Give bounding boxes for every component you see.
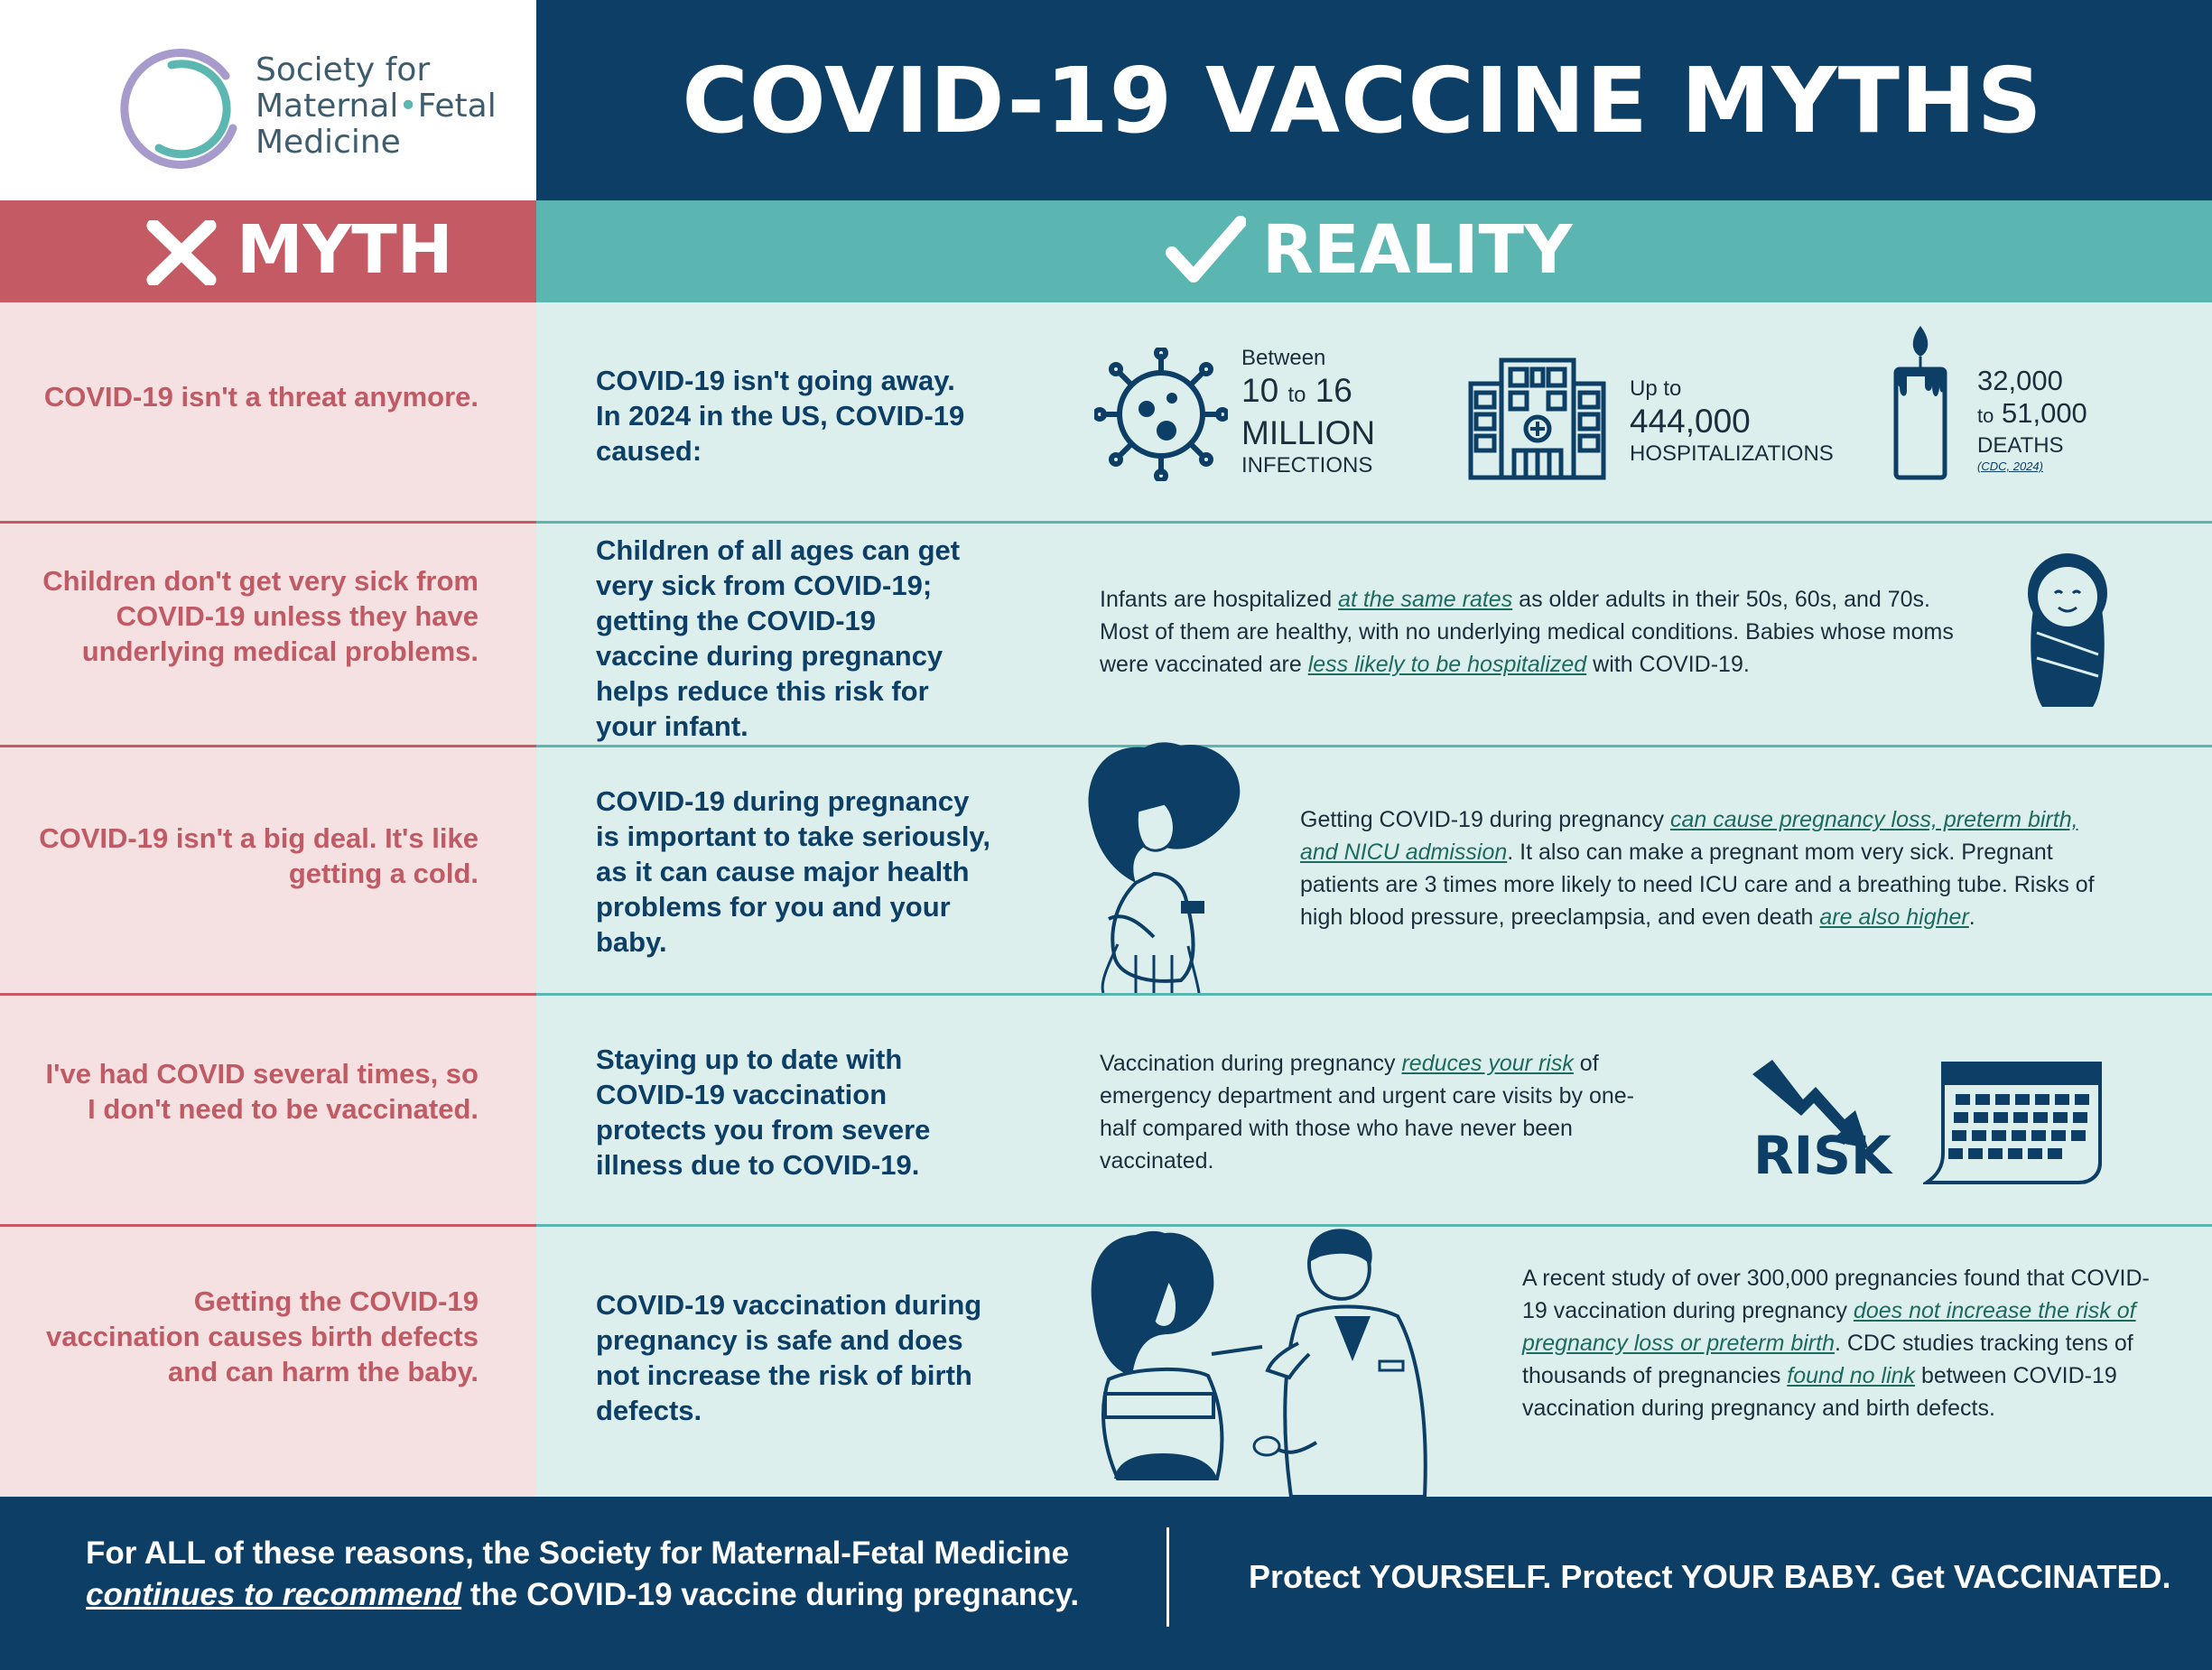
reality-4-detail-text-1: Vaccination during pregnancy <box>1100 1051 1402 1076</box>
footer-line-1: For ALL of these reasons, the Society for Maternal-Fetal Medicine <box>86 1535 1070 1571</box>
organization-line-2 <box>256 88 497 125</box>
row-divider-1-reality <box>536 521 2212 524</box>
stat-infections-label: INFECTIONS <box>1241 453 1373 478</box>
reality-1: COVID-19 isn't going away. In 2024 in the US, COVID-19 caused: <box>596 365 965 467</box>
page-title: COVID-19 VACCINE MYTHS <box>682 47 2043 153</box>
same-rates-link[interactable]: at the same rates <box>1338 587 1513 612</box>
stat-infections-unit: MILLION <box>1241 414 1376 451</box>
reality-2-detail-text-1: Infants are hospitalized <box>1100 587 1339 612</box>
risk-label: RISK <box>1753 1125 1891 1186</box>
reality-5-detail <box>1522 1262 2154 1424</box>
stat-deaths-label: DEATHS <box>1977 433 2064 458</box>
stat-deaths <box>1977 365 2176 473</box>
check-mark-icon <box>1165 215 1246 287</box>
myth-5: Getting the COVID-19 vaccination causes birth defects and can harm the baby. <box>46 1285 479 1387</box>
stat-deaths-source[interactable]: (CDC, 2024) <box>1977 459 2043 473</box>
reality-5-detail-text-1: A recent study of over 300,000 pregnancies found that COVID-19 vaccination during pregnancy <box>1522 1266 2150 1323</box>
organization-dot: • <box>398 88 418 125</box>
footer-line-2-text: the COVID-19 vaccine during pregnancy. <box>461 1577 1080 1612</box>
organization-logo-icon <box>117 40 253 175</box>
row-divider-2-myth <box>0 745 536 747</box>
row-divider-1-myth <box>0 521 536 524</box>
virus-icon <box>1094 348 1228 481</box>
stat-hospitalizations <box>1630 376 1846 468</box>
continues-to-recommend-link[interactable]: continues to recommend <box>86 1577 462 1612</box>
organization-line-1: Society for <box>256 51 431 88</box>
reality-3-detail-text-2: . It also can make a pregnant mom very sick. Pregnant patients are 3 times more likely to need ICU care and a breathing tube. Risks of high blood pressure, preeclampsia, and even death <box>1300 840 2095 930</box>
organization-maternal: Maternal <box>256 88 399 125</box>
row-divider-3-myth <box>0 993 536 996</box>
reality-2-detail-text-3: with COVID-19. <box>1586 652 1750 677</box>
myth-header-label: MYTH <box>237 211 453 289</box>
reduces-risk-link[interactable]: reduces your risk <box>1401 1051 1574 1076</box>
myth-2: Children don't get very sick from COVID-19 unless they have underlying medical problems. <box>42 565 479 667</box>
vaccination-illustration <box>1082 1217 1461 1497</box>
reality-header-label: REALITY <box>1262 211 1573 289</box>
x-mark-icon <box>146 220 217 285</box>
reality-2-detail-text-2: as older adults in their 50s, 60s, and 70s. Most of them are healthy, with no underlying medical conditions. Babies whose moms were vaccinated are <box>1100 587 1954 677</box>
row-divider-3-reality <box>536 993 2212 996</box>
reality-3-detail <box>1300 803 2122 933</box>
footer-divider <box>1166 1527 1169 1627</box>
myth-1: COVID-19 isn't a threat anymore. <box>43 381 479 413</box>
reality-5-detail-text-2: . CDC studies tracking tens of thousands of pregnancies <box>1522 1331 2133 1388</box>
myth-4: I've had COVID several times, so I don't need to be vaccinated. <box>45 1058 479 1125</box>
stat-deaths-range <box>1977 397 2176 432</box>
reality-3-detail-text-3: . <box>1968 905 1975 930</box>
row-divider-2-reality <box>536 745 2212 747</box>
organization-name <box>256 52 497 161</box>
stat-hospitalizations-value: 444,000 <box>1630 403 1751 440</box>
footer-line-2 <box>86 1574 1124 1616</box>
stat-deaths-to: 51,000 <box>2001 397 2087 429</box>
reality-4: Staying up to date with COVID-19 vaccination protects you from severe illness due to COVID-19. <box>596 1044 931 1181</box>
row-divider-4-myth <box>0 1224 536 1227</box>
reality-5-detail-text-3: between COVID-19 vaccination during pregnancy and birth defects. <box>1522 1363 2117 1421</box>
reality-2: Children of all ages can get very sick from COVID-19; getting the COVID-19 vaccine during pregnancy helps reduce this risk for your infant. <box>596 534 961 742</box>
stat-hospitalizations-pre: Up to <box>1630 376 1682 401</box>
stat-deaths-to-word: to <box>1977 404 1994 427</box>
swaddled-baby-icon <box>2022 546 2113 713</box>
reality-2-detail <box>1100 583 1966 681</box>
reality-3-detail-text-1: Getting COVID-19 during pregnancy <box>1300 807 1670 832</box>
footer-call-to-action: Protect YOURSELF. Protect YOUR BABY. Get VACCINATED. <box>1249 1558 2171 1595</box>
reality-3: COVID-19 during pregnancy is important to take seriously, as it can cause major health problems for you and your baby. <box>596 785 990 958</box>
myth-3: COVID-19 isn't a big deal. It's like getting a cold. <box>39 822 479 889</box>
candle-icon <box>1889 322 1952 483</box>
pregnant-woman-illustration <box>1082 738 1253 993</box>
also-higher-link[interactable]: are also higher <box>1819 905 1969 930</box>
stat-infections-range <box>1241 372 1476 414</box>
stat-infections-to: 16 <box>1315 372 1352 409</box>
stat-infections-to-word: to <box>1287 383 1306 407</box>
organization-line-3: Medicine <box>256 124 401 161</box>
hospital-icon <box>1467 357 1607 481</box>
pregnancy-loss-link[interactable]: can cause pregnancy loss, preterm birth, and NICU admission <box>1300 807 2078 865</box>
organization-fetal: Fetal <box>417 88 497 125</box>
calendar-icon <box>1923 1054 2104 1190</box>
stat-deaths-from: 32,000 <box>1977 365 2063 396</box>
does-not-increase-risk-link[interactable]: does not increase the risk of pregnancy loss or preterm birth <box>1522 1298 2136 1356</box>
reality-5: COVID-19 vaccination during pregnancy is safe and does not increase the risk of birth defects. <box>596 1289 982 1426</box>
stat-infections <box>1241 345 1476 479</box>
reality-4-detail <box>1100 1047 1641 1177</box>
footer-recommendation <box>86 1533 1124 1616</box>
stat-hospitalizations-label: HOSPITALIZATIONS <box>1630 441 1834 466</box>
less-likely-hospitalized-link[interactable]: less likely to be hospitalized <box>1307 652 1587 677</box>
stat-infections-pre: Between <box>1241 346 1326 370</box>
stat-infections-from: 10 <box>1241 372 1279 409</box>
reality-4-detail-text-2: of emergency department and urgent care visits by one-half compared with those who have never been vaccinated. <box>1100 1051 1634 1174</box>
found-no-link-link[interactable]: found no link <box>1787 1363 1916 1388</box>
